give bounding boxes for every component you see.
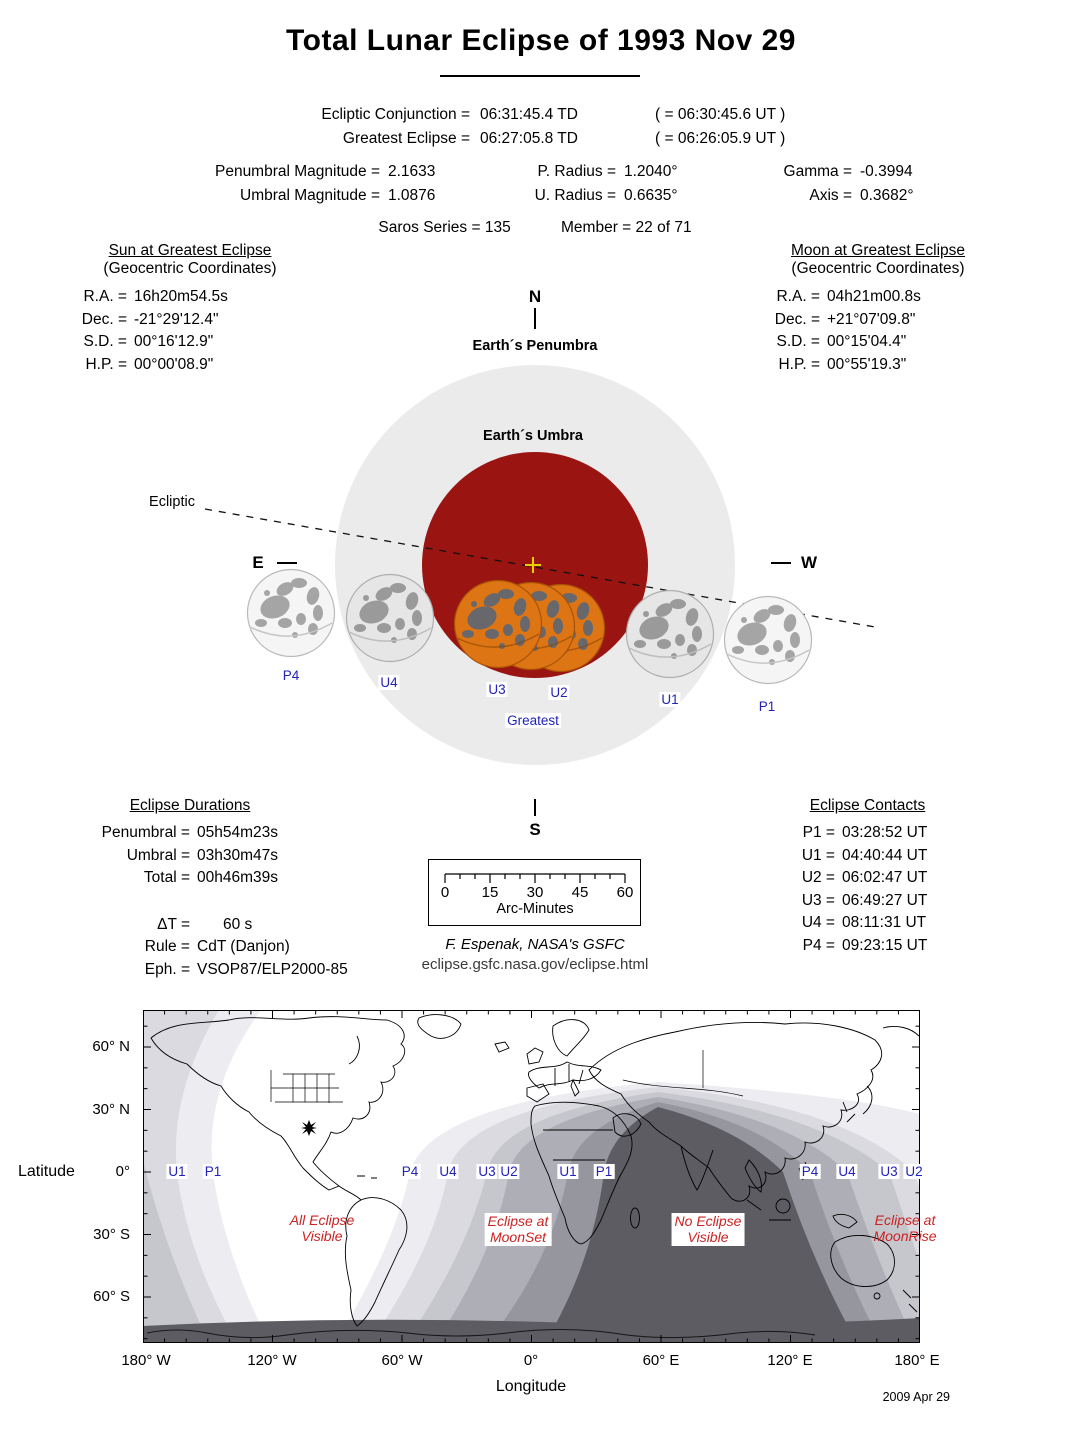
map-contact-u2-mid: U2 <box>500 1164 518 1179</box>
sun-block-subtitle: (Geocentric Coordinates) <box>103 260 277 277</box>
sun-dec-label: Dec. = <box>81 310 127 328</box>
lon-tick-180e: 180° E <box>894 1352 940 1369</box>
moon-at-p4 <box>248 570 335 657</box>
map-contact-u4-mid: U4 <box>439 1164 457 1179</box>
saros-line <box>0 219 1070 237</box>
map-contact-p4-mid: P4 <box>401 1164 419 1179</box>
west-label: W <box>800 553 818 572</box>
u3-time-value: 06:49:27 UT <box>842 891 928 909</box>
saros-series-label: Saros Series = <box>378 219 481 236</box>
lat-tick-60n: 60° N <box>92 1038 130 1055</box>
p4-time-label: P4 = <box>802 936 835 954</box>
sun-sd-value: 00°16'12.9" <box>134 333 214 351</box>
zone-eclipse-at-moonset <box>485 1213 552 1246</box>
saros-member-label: Member = <box>561 219 632 236</box>
shadow-diagram <box>130 280 910 825</box>
south-tick <box>534 799 536 816</box>
map-contact-u3-mid: U3 <box>478 1164 496 1179</box>
contacts-title: Eclipse Contacts <box>809 797 926 814</box>
contacts-block <box>795 797 985 958</box>
conjunction-table <box>175 103 785 151</box>
conjunction-label: Ecliptic Conjunction = <box>321 106 470 123</box>
lon-tick-120w: 120° W <box>247 1352 297 1369</box>
conjunction-td-value: 06:31:45.4 TD <box>480 106 578 123</box>
durations-table <box>85 822 375 890</box>
u3-time-label: U3 = <box>801 891 835 909</box>
moon-at-u4 <box>347 575 434 662</box>
parameters-table <box>85 914 375 982</box>
rule-label: Rule = <box>144 938 190 956</box>
north-tick <box>534 308 536 329</box>
magnitude-table <box>120 160 945 208</box>
zone-line1: No Eclipse <box>674 1213 742 1229</box>
axis-value: 0.3682° <box>860 187 914 204</box>
zone-line2: Visible <box>301 1227 343 1244</box>
zone-line2: MoonSet <box>489 1228 547 1245</box>
u4-time-label: U4 = <box>801 914 835 932</box>
contacts-table <box>795 822 985 958</box>
north-label: N <box>528 287 542 306</box>
zone-line1: All Eclipse <box>289 1212 355 1228</box>
penumbral-duration-label: Penumbral = <box>101 824 190 841</box>
moon-dec-label: Dec. = <box>774 310 820 328</box>
greatest-eclipse-ut-value: ( = 06:26:05.9 UT ) <box>655 130 786 147</box>
map-contact-u1-west: U1 <box>168 1164 186 1179</box>
p1-time-value: 03:28:52 UT <box>842 824 928 841</box>
saros-member-value: 22 of 71 <box>635 219 692 236</box>
moon-at-u3 <box>455 581 542 668</box>
sun-ra-label: R.A. = <box>83 288 127 305</box>
sun-hp-label: H.P. = <box>85 355 127 373</box>
penumbra-label: Earth´s Penumbra <box>472 338 598 354</box>
durations-block <box>85 797 375 982</box>
title-underline <box>440 75 640 77</box>
page-title: Total Lunar Eclipse of 1993 Nov 29 <box>286 24 796 57</box>
u2-time-label: U2 = <box>801 869 835 887</box>
west-dash <box>771 562 791 564</box>
penumbral-magnitude-value: 2.1633 <box>388 163 436 180</box>
zone-no-eclipse-visible <box>672 1213 745 1246</box>
contact-label-u4: U4 <box>380 675 398 690</box>
lat-tick-0: 0° <box>115 1163 130 1180</box>
lon-tick-60e: 60° E <box>642 1352 680 1369</box>
map-contact-u4-east: U4 <box>838 1164 856 1179</box>
map-contact-p1-west: P1 <box>204 1164 222 1179</box>
p-radius-value: 1.2040° <box>624 163 678 180</box>
ephemeris-label: Eph. = <box>144 960 190 978</box>
ephemeris-value: VSOP87/ELP2000-85 <box>197 960 348 978</box>
umbral-magnitude-value: 1.0876 <box>388 187 436 204</box>
zone-all-eclipse-visible <box>290 1213 355 1244</box>
scale-tick-60: 60 <box>616 884 634 901</box>
zone-line2: Visible <box>687 1228 729 1245</box>
moon-dec-value: +21°07'09.8" <box>827 310 916 328</box>
scale-tick-30: 30 <box>526 884 544 901</box>
longitude-axis-title: Longitude <box>495 1378 567 1395</box>
p4-time-value: 09:23:15 UT <box>842 936 928 954</box>
greatest-eclipse-td-value: 06:27:05.8 TD <box>480 130 578 147</box>
total-duration-value: 00h46m39s <box>197 869 279 887</box>
contact-label-u1: U1 <box>661 692 679 707</box>
penumbral-duration-value: 05h54m23s <box>197 824 279 841</box>
moon-block-subtitle: (Geocentric Coordinates) <box>791 260 965 277</box>
east-dash <box>277 562 297 564</box>
rule-value: CdT (Danjon) <box>197 938 290 956</box>
ecliptic-label: Ecliptic <box>149 494 195 510</box>
moon-ra-value: 04h21m00.8s <box>827 288 921 305</box>
scale-tick-45: 45 <box>571 884 589 901</box>
moon-at-u1 <box>627 591 714 678</box>
delta-t-label: ΔT = <box>157 915 190 933</box>
lon-tick-180w: 180° W <box>121 1352 171 1369</box>
umbral-duration-value: 03h30m47s <box>197 846 279 864</box>
sun-block-title: Sun at Greatest Eclipse <box>108 242 272 259</box>
scale-tick-0: 0 <box>440 884 450 901</box>
u1-time-label: U1 = <box>801 846 835 864</box>
gamma-value: -0.3994 <box>860 163 913 180</box>
moon-block-title: Moon at Greatest Eclipse <box>790 242 966 259</box>
credit-author: F. Espenak, NASA's GSFC <box>445 936 625 953</box>
sun-ra-value: 16h20m54.5s <box>134 288 228 305</box>
credit-url: eclipse.gsfc.nasa.gov/eclipse.html <box>421 956 649 973</box>
scale-tick-15: 15 <box>481 884 499 901</box>
delta-t-value: 60 s <box>223 915 253 933</box>
contact-label-p1: P1 <box>758 699 776 714</box>
scale-units-label: Arc-Minutes <box>496 901 574 917</box>
east-label: E <box>252 553 264 572</box>
p1-time-label: P1 = <box>802 824 835 841</box>
sun-sd-label: S.D. = <box>83 333 127 351</box>
moon-ra-label: R.A. = <box>776 288 820 305</box>
p-radius-label: P. Radius = <box>537 163 616 180</box>
lat-tick-60s: 60° S <box>93 1288 130 1305</box>
map-contact-u1-mid: U1 <box>559 1164 577 1179</box>
moon-sd-label: S.D. = <box>776 333 820 351</box>
lon-tick-0: 0° <box>523 1352 539 1369</box>
greatest-eclipse-label: Greatest Eclipse = <box>342 130 470 147</box>
latitude-axis-title: Latitude <box>18 1163 75 1180</box>
map-contact-u2-east: U2 <box>905 1164 923 1179</box>
umbra-label: Earth´s Umbra <box>483 428 583 444</box>
contact-label-u3: U3 <box>488 682 506 697</box>
durations-title: Eclipse Durations <box>129 797 251 814</box>
u-radius-label: U. Radius = <box>534 187 616 204</box>
saros-series-value: 135 <box>484 219 511 236</box>
zone-line1: Eclipse at <box>487 1213 549 1229</box>
penumbral-magnitude-label: Penumbral Magnitude = <box>214 163 380 180</box>
lat-tick-30n: 30° N <box>92 1101 130 1118</box>
arcminute-scale-box <box>428 859 641 926</box>
south-label: S <box>529 820 541 839</box>
moon-sd-value: 00°15'04.4" <box>827 333 907 351</box>
moon-hp-label: H.P. = <box>778 355 820 373</box>
lon-tick-120e: 120° E <box>767 1352 813 1369</box>
umbral-duration-label: Umbral = <box>126 846 190 864</box>
u-radius-value: 0.6635° <box>624 187 678 204</box>
greatest-label: Greatest <box>507 713 559 728</box>
map-contact-p1-mid: P1 <box>595 1164 613 1179</box>
conjunction-ut-value: ( = 06:30:45.6 UT ) <box>655 106 786 123</box>
moon-at-p1 <box>725 597 812 684</box>
gamma-label: Gamma = <box>783 163 852 180</box>
zone-line2: MoonRise <box>873 1227 937 1244</box>
lat-tick-30s: 30° S <box>93 1226 130 1243</box>
contact-label-p4: P4 <box>282 668 300 683</box>
sun-hp-value: 00°00'08.9" <box>134 355 214 373</box>
lon-tick-60w: 60° W <box>381 1352 423 1369</box>
zone-eclipse-at-moonrise <box>873 1213 936 1244</box>
zone-line1: Eclipse at <box>874 1212 936 1228</box>
total-duration-label: Total = <box>143 869 190 887</box>
contact-label-u2: U2 <box>550 685 568 700</box>
u4-time-value: 08:11:31 UT <box>842 914 927 932</box>
map-contact-u3-east: U3 <box>880 1164 898 1179</box>
sun-dec-value: -21°29'12.4" <box>134 310 219 328</box>
moon-hp-value: 00°55'19.3" <box>827 355 907 373</box>
plot-date: 2009 Apr 29 <box>882 1390 950 1404</box>
axis-label: Axis = <box>809 187 852 204</box>
u1-time-value: 04:40:44 UT <box>842 846 928 864</box>
u2-time-value: 06:02:47 UT <box>842 869 928 887</box>
umbral-magnitude-label: Umbral Magnitude = <box>240 187 380 204</box>
map-contact-p4-east: P4 <box>801 1164 819 1179</box>
